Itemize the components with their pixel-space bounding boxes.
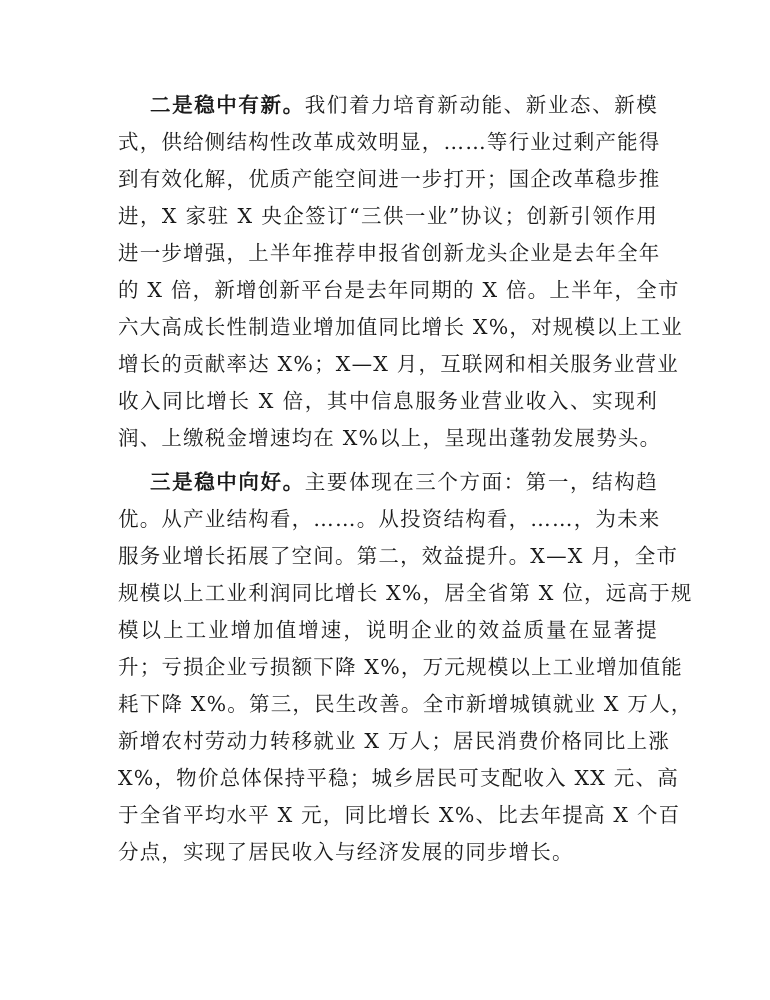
paragraph-line: 润、上缴税金增速均在 X%以上，呈现出蓬勃发展势头。 bbox=[118, 426, 662, 450]
paragraph-line bbox=[118, 464, 658, 501]
paragraph-line: 分点，实现了居民收入与经济发展的同步增长。 bbox=[118, 840, 574, 864]
paragraph-stable-new bbox=[118, 87, 683, 457]
paragraph-heading: 二是稳中有新。 bbox=[150, 93, 305, 117]
paragraph-line: 新增农村劳动力转移就业 X 万人；居民消费价格同比上涨 bbox=[118, 729, 671, 753]
paragraph-line: 耗下降 X%。第三，民生改善。全市新增城镇就业 X 万人， bbox=[118, 692, 693, 716]
paragraph-text: 主要体现在三个方面：第一，结构趋 bbox=[304, 470, 658, 494]
paragraph-line: 进一步增强，上半年推荐申报省创新龙头企业是去年全年 bbox=[118, 241, 661, 265]
paragraph-line: 的 X 倍，新增创新平台是去年同期的 X 倍。上半年，全市 bbox=[118, 278, 680, 302]
paragraph-line: X%，物价总体保持平稳；城乡居民可支配收入 XX 元、高 bbox=[118, 766, 679, 790]
paragraph-stable-good bbox=[118, 464, 693, 871]
paragraph-line: 增长的贡献率达 X%；X—X 月，互联网和相关服务业营业 bbox=[118, 352, 679, 376]
paragraph-line: 到有效化解，优质产能空间进一步打开；国企改革稳步推 bbox=[118, 167, 661, 191]
paragraph-text: 我们着力培育新动能、新业态、新模 bbox=[304, 93, 658, 117]
paragraph-line: 六大高成长性制造业增加值同比增长 X%，对规模以上工业 bbox=[118, 315, 683, 339]
paragraph-heading: 三是稳中向好。 bbox=[150, 470, 305, 494]
paragraph-line: 进，X 家驻 X 央企签订“三供一业”协议；创新引领作用 bbox=[118, 204, 658, 228]
paragraph-line: 优。从产业结构看，……。从投资结构看，……，为未来 bbox=[118, 507, 661, 531]
paragraph-line: 式，供给侧结构性改革成效明显，……等行业过剩产能得 bbox=[118, 130, 661, 154]
paragraph-line: 服务业增长拓展了空间。第二，效益提升。X—X 月，全市 bbox=[118, 544, 679, 568]
paragraph-line: 于全省平均水平 X 元，同比增长 X%、比去年提高 X 个百 bbox=[118, 803, 681, 827]
paragraph-line: 升；亏损企业亏损额下降 X%，万元规模以上工业增加值能 bbox=[118, 655, 683, 679]
paragraph-line: 收入同比增长 X 倍，其中信息服务业营业收入、实现利 bbox=[118, 389, 658, 413]
paragraph-line: 规模以上工业利润同比增长 X%，居全省第 X 位，远高于规 bbox=[118, 581, 693, 605]
paragraph-line bbox=[118, 87, 658, 124]
paragraph-line: 模以上工业增加值增速，说明企业的效益质量在显著提 bbox=[118, 618, 658, 642]
